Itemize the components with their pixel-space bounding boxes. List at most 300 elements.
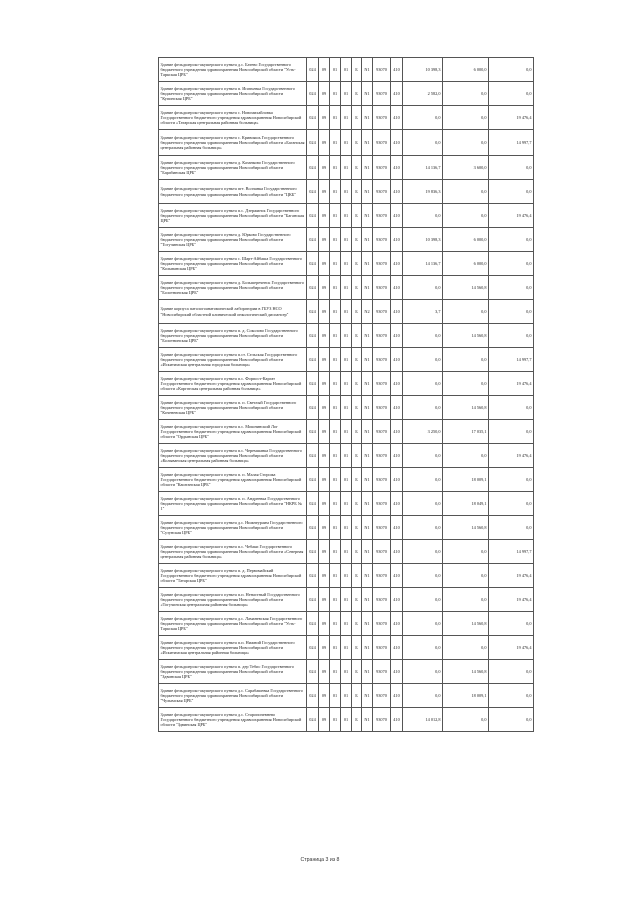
code-cell: 01 (330, 82, 341, 106)
table-row (159, 516, 534, 540)
code-cell: 024 (307, 636, 319, 660)
code-cell: 410 (391, 684, 403, 708)
code-cell: 93070 (373, 372, 391, 396)
code-cell: 93070 (373, 564, 391, 588)
amount-cell: 19 476,4 (489, 588, 534, 612)
code-cell: 01 (330, 396, 341, 420)
code-cell: 024 (307, 252, 319, 276)
code-cell: Б (352, 348, 362, 372)
object-name-cell: Здание фельдшерско-акушерского пункта д. Юрково Государственного бюджетного учреждения здравоохранения Новосибирской области "Тогучинская ЦРБ" (159, 228, 307, 252)
object-name-cell: Здание фельдшерско-акушерского пункта с. Новомихайловка Государственного бюджетного учреждения здравоохранения Новосибирской области «Татарская центральная районная больница» (159, 106, 307, 130)
object-name-cell: Здание фельдшерско-акушерского пункта д. Казанково Государственного бюджетного учреждения здравоохранения Новосибирской области "Барабинская ЦРБ" (159, 156, 307, 180)
code-cell: 01 (341, 516, 352, 540)
table-row (159, 204, 534, 228)
code-cell: 93070 (373, 324, 391, 348)
code-cell: 024 (307, 156, 319, 180)
code-cell: 01 (330, 372, 341, 396)
amount-cell: 0,0 (403, 130, 443, 156)
code-cell: 09 (319, 468, 330, 492)
code-cell: 09 (319, 492, 330, 516)
table-row (159, 82, 534, 106)
code-cell: 01 (330, 684, 341, 708)
code-cell: N1 (362, 540, 373, 564)
code-cell: 01 (341, 300, 352, 324)
code-cell: 410 (391, 588, 403, 612)
code-cell: 93070 (373, 684, 391, 708)
code-cell: 01 (341, 228, 352, 252)
code-cell: 01 (330, 540, 341, 564)
code-cell: 024 (307, 468, 319, 492)
amount-cell: 0,0 (403, 660, 443, 684)
code-cell: 024 (307, 492, 319, 516)
code-cell: 09 (319, 82, 330, 106)
object-name-cell: Здание фельдшерско-акушерского пункта д.с. Старопичевнево Государственного бюджетного учреждения здравоохранения Новосибирской области "Здвинская ЦРБ" (159, 708, 307, 732)
code-cell: 09 (319, 444, 330, 468)
code-cell: 01 (341, 708, 352, 732)
amount-cell: 14 560,8 (443, 324, 489, 348)
code-cell: 024 (307, 228, 319, 252)
code-cell: 93070 (373, 300, 391, 324)
table-row (159, 276, 534, 300)
amount-cell: 14 560,8 (443, 516, 489, 540)
code-cell: 410 (391, 348, 403, 372)
code-cell: 01 (341, 156, 352, 180)
code-cell: 410 (391, 130, 403, 156)
amount-cell: 0,0 (489, 684, 534, 708)
object-name-cell: Здание фельдшерско-акушерского пункта д.с. Нижнеураим Государственного бюджетного учреждения здравоохранения Новосибирской области "Сузунская ЦРБ" (159, 516, 307, 540)
table-row (159, 588, 534, 612)
code-cell: 01 (341, 444, 352, 468)
code-cell: 09 (319, 204, 330, 228)
code-cell: 01 (330, 228, 341, 252)
code-cell: 024 (307, 420, 319, 444)
code-cell: 024 (307, 612, 319, 636)
amount-cell: 0,0 (403, 348, 443, 372)
code-cell: 01 (330, 444, 341, 468)
code-cell: 410 (391, 420, 403, 444)
object-name-cell: Здание фельдшерско-акушерского пункта п. дер Тебис Государственного бюджетного учреждения здравоохранения Новосибирской области "Здвинская ЦРБ" (159, 660, 307, 684)
amount-cell: 14 136,7 (403, 252, 443, 276)
code-cell: 09 (319, 106, 330, 130)
amount-cell: 19 836,3 (403, 180, 443, 204)
amount-cell: 14 997,7 (489, 540, 534, 564)
code-cell: N1 (362, 324, 373, 348)
object-name-cell: Здание фельдшерско-акушерского пункта п. п. Светлый Государственного бюджетного учреждения здравоохранения Новосибирской области "Коченевская ЦРБ" (159, 396, 307, 420)
code-cell: 01 (341, 58, 352, 82)
code-cell: 01 (341, 588, 352, 612)
amount-cell: 0,0 (489, 156, 534, 180)
amount-cell: 0,0 (443, 540, 489, 564)
object-name-cell: Здание фельдшерско-акушерского пункта п.с. Форпост-Каргат Государственного бюджетного учреждения здравоохранения Новосибирской области «Каргатская центральная районная больница» (159, 372, 307, 396)
code-cell: 93070 (373, 660, 391, 684)
code-cell: 410 (391, 612, 403, 636)
code-cell: 01 (330, 492, 341, 516)
code-cell: 09 (319, 612, 330, 636)
code-cell: 024 (307, 660, 319, 684)
table-row (159, 130, 534, 156)
code-cell: 024 (307, 684, 319, 708)
code-cell: Б (352, 588, 362, 612)
code-cell: 93070 (373, 540, 391, 564)
amount-cell: 19 476,4 (489, 636, 534, 660)
amount-cell: 14 997,7 (489, 348, 534, 372)
object-name-cell: Здание фельдшерско-акушерского пункта п.п. Ненастный Государственного бюджетного учреждения здравоохранения Новосибирской области «Тогучинская центральная районная больница» (159, 588, 307, 612)
code-cell: 410 (391, 396, 403, 420)
code-cell: N1 (362, 420, 373, 444)
table-row (159, 540, 534, 564)
code-cell: 93070 (373, 106, 391, 130)
code-cell: 09 (319, 276, 330, 300)
code-cell: 01 (330, 348, 341, 372)
code-cell: 93070 (373, 180, 391, 204)
code-cell: 01 (330, 276, 341, 300)
code-cell: 410 (391, 516, 403, 540)
code-cell: N1 (362, 708, 373, 732)
table-row (159, 660, 534, 684)
amount-cell: 14 560,8 (443, 396, 489, 420)
code-cell: N2 (362, 300, 373, 324)
amount-cell: 0,0 (489, 396, 534, 420)
code-cell: 09 (319, 516, 330, 540)
table-row (159, 636, 534, 660)
code-cell: 09 (319, 348, 330, 372)
table-row (159, 684, 534, 708)
amount-cell: 19 476,4 (489, 444, 534, 468)
code-cell: 09 (319, 130, 330, 156)
object-name-cell: Здание фельдшерско-акушерского пункта с. Шарт-Айбаша Государственного бюджетного учреждения здравоохранения Новосибирской области "Колыванская ЦРБ" (159, 252, 307, 276)
code-cell: N1 (362, 106, 373, 130)
object-name-cell: Здание фельдшерско-акушерского пункта д.с. Сарабашевка Государственного бюджетного учреждения здравоохранения Новосибирской области "Чулымская ЦРБ" (159, 684, 307, 708)
code-cell: 01 (330, 468, 341, 492)
amount-cell: 0,0 (403, 612, 443, 636)
object-name-cell: Здание корпуса патологоанатомической лаборатории в ГБУЗ НСО "Новосибирский областной клинический онкологический диспансер" (159, 300, 307, 324)
amount-cell: 0,0 (489, 252, 534, 276)
code-cell: 01 (341, 636, 352, 660)
code-cell: 410 (391, 156, 403, 180)
code-cell: 410 (391, 540, 403, 564)
amount-cell: 10 398,3 (403, 228, 443, 252)
code-cell: 93070 (373, 516, 391, 540)
code-cell: 024 (307, 348, 319, 372)
code-cell: 09 (319, 588, 330, 612)
code-cell: Б (352, 492, 362, 516)
code-cell: 410 (391, 636, 403, 660)
amount-cell: 0,0 (489, 228, 534, 252)
code-cell: 93070 (373, 58, 391, 82)
code-cell: 09 (319, 396, 330, 420)
code-cell: 09 (319, 564, 330, 588)
code-cell: Б (352, 372, 362, 396)
code-cell: 01 (330, 252, 341, 276)
code-cell: N1 (362, 660, 373, 684)
amount-cell: 0,0 (443, 204, 489, 228)
table-row (159, 708, 534, 732)
amount-cell: 19 476,4 (489, 564, 534, 588)
code-cell: 024 (307, 396, 319, 420)
object-name-cell: Здание фельдшерско-акушерского пункта п. д. Соколово Государственного бюджетного учреждения здравоохранения Новосибирской области "Болотнинская ЦРБ" (159, 324, 307, 348)
amount-cell: 0,0 (443, 444, 489, 468)
code-cell: N1 (362, 588, 373, 612)
code-cell: 01 (330, 564, 341, 588)
code-cell: 024 (307, 540, 319, 564)
amount-cell: 0,0 (489, 82, 534, 106)
code-cell: 024 (307, 300, 319, 324)
amount-cell: 0,0 (489, 300, 534, 324)
code-cell: 01 (341, 540, 352, 564)
code-cell: 410 (391, 444, 403, 468)
code-cell: 93070 (373, 468, 391, 492)
code-cell: 93070 (373, 228, 391, 252)
code-cell: 93070 (373, 396, 391, 420)
amount-cell: 0,0 (489, 276, 534, 300)
amount-cell: 18 009,1 (443, 684, 489, 708)
code-cell: 93070 (373, 492, 391, 516)
amount-cell: 17 035,1 (443, 420, 489, 444)
code-cell: 410 (391, 468, 403, 492)
code-cell: 01 (341, 82, 352, 106)
amount-cell: 0,0 (403, 516, 443, 540)
code-cell: 410 (391, 372, 403, 396)
code-cell: Б (352, 324, 362, 348)
code-cell: 024 (307, 588, 319, 612)
amount-cell: 3 250,0 (403, 420, 443, 444)
code-cell: 93070 (373, 420, 391, 444)
code-cell: N1 (362, 58, 373, 82)
amount-cell: 14 012,8 (403, 708, 443, 732)
code-cell: 09 (319, 540, 330, 564)
amount-cell: 0,0 (443, 564, 489, 588)
amount-cell: 0,0 (403, 204, 443, 228)
code-cell: 93070 (373, 708, 391, 732)
code-cell: 024 (307, 516, 319, 540)
amount-cell: 0,0 (489, 660, 534, 684)
code-cell: 93070 (373, 276, 391, 300)
amount-cell: 0,0 (489, 612, 534, 636)
amount-cell: 0,0 (443, 348, 489, 372)
code-cell: Б (352, 516, 362, 540)
object-name-cell: Здание фельдшерско-акушерского пункта д. Большереченск Государственного бюджетного учреждения здравоохранения Новосибирской области "Болотнинская ЦРБ" (159, 276, 307, 300)
amount-cell: 18 049,1 (443, 492, 489, 516)
code-cell: 024 (307, 444, 319, 468)
code-cell: 01 (330, 204, 341, 228)
amount-cell: 0,0 (403, 636, 443, 660)
object-name-cell: Здание фельдшерско-акушерского пункта п. Ипатьевка Государственного бюджетного учреждения здравоохранения Новосибирской области "Купинская ЦРБ" (159, 82, 307, 106)
code-cell: N1 (362, 348, 373, 372)
code-cell: 024 (307, 372, 319, 396)
object-name-cell: Здание фельдшерско-акушерского пункта п. п. Андреевка Государственного бюджетного учреждения здравоохранения Новосибирской области "НКРБ № 1" (159, 492, 307, 516)
code-cell: 024 (307, 708, 319, 732)
code-cell: 01 (341, 372, 352, 396)
code-cell: 410 (391, 660, 403, 684)
code-cell: Б (352, 204, 362, 228)
code-cell: 024 (307, 204, 319, 228)
amount-cell: 0,0 (403, 468, 443, 492)
code-cell: 024 (307, 564, 319, 588)
code-cell: 09 (319, 156, 330, 180)
code-cell: 01 (341, 252, 352, 276)
object-name-cell: Здание фельдшерско-акушерского пункта д.с. Батево Государственного бюджетного учреждения здравоохранения Новосибирской области "Усть-Таркская ЦРБ" (159, 58, 307, 82)
code-cell: 410 (391, 180, 403, 204)
amount-cell: 0,0 (403, 372, 443, 396)
code-cell: 01 (341, 420, 352, 444)
table-body (159, 58, 534, 732)
code-cell: N1 (362, 684, 373, 708)
code-cell: 93070 (373, 444, 391, 468)
code-cell: 410 (391, 324, 403, 348)
table-row (159, 300, 534, 324)
budget-table (158, 57, 534, 732)
object-name-cell: Здание фельдшерско-акушерского пункта п.с. Дзержинск Государственного бюджетного учреждения здравоохранения Новосибирской области "Баганская ЦРБ" (159, 204, 307, 228)
code-cell: 024 (307, 58, 319, 82)
code-cell: 01 (341, 396, 352, 420)
code-cell: 01 (341, 564, 352, 588)
code-cell: 01 (330, 156, 341, 180)
amount-cell: 2 582,0 (403, 82, 443, 106)
code-cell: Б (352, 58, 362, 82)
table-row (159, 252, 534, 276)
code-cell: 01 (330, 130, 341, 156)
code-cell: 01 (330, 324, 341, 348)
code-cell: 01 (341, 660, 352, 684)
amount-cell: 0,0 (443, 106, 489, 130)
code-cell: N1 (362, 516, 373, 540)
code-cell: 09 (319, 180, 330, 204)
code-cell: Б (352, 130, 362, 156)
amount-cell: 10 398,3 (403, 58, 443, 82)
code-cell: 024 (307, 276, 319, 300)
object-name-cell: Здание фельдшерско-акушерского пункта п.с. Мошнинский Лог Государственного бюджетного учреждения здравоохранения Новосибирской области "Ордынская ЦРБ" (159, 420, 307, 444)
amount-cell: 0,0 (489, 58, 534, 82)
amount-cell: 14 560,8 (443, 612, 489, 636)
code-cell: 410 (391, 228, 403, 252)
code-cell: 01 (341, 204, 352, 228)
code-cell: 01 (341, 612, 352, 636)
code-cell: N1 (362, 228, 373, 252)
amount-cell: 0,0 (403, 396, 443, 420)
code-cell: 09 (319, 660, 330, 684)
code-cell: 410 (391, 276, 403, 300)
page-footer: Страница 3 из 8 (300, 857, 340, 863)
code-cell: 01 (341, 492, 352, 516)
amount-cell: 14 136,7 (403, 156, 443, 180)
amount-cell: 0,0 (443, 708, 489, 732)
code-cell: 01 (330, 180, 341, 204)
amount-cell: 6 000,0 (443, 58, 489, 82)
object-name-cell: Здание фельдшерско-акушерского пункта п. п. Малая Сторожа Государственного бюджетного учреждения здравоохранения Новосибирской области "Каштанская ЦРБ" (159, 468, 307, 492)
code-cell: N1 (362, 204, 373, 228)
amount-cell: 0,0 (403, 588, 443, 612)
code-cell: 01 (341, 324, 352, 348)
code-cell: Б (352, 156, 362, 180)
table-row (159, 348, 534, 372)
code-cell: 93070 (373, 130, 391, 156)
code-cell: Б (352, 180, 362, 204)
code-cell: Б (352, 684, 362, 708)
amount-cell: 0,0 (443, 82, 489, 106)
amount-cell: 3,7 (403, 300, 443, 324)
object-name-cell: Здание фельдшерско-акушерского пункта п.с. Черемшанка Государственного бюджетного учреждения здравоохранения Новосибирской области «Колыванская центральная районная больница» (159, 444, 307, 468)
amount-cell: 14 997,7 (489, 130, 534, 156)
table-row (159, 324, 534, 348)
code-cell: 410 (391, 708, 403, 732)
code-cell: 01 (330, 612, 341, 636)
code-cell: 09 (319, 228, 330, 252)
code-cell: Б (352, 564, 362, 588)
object-name-cell: Здание фельдшерско-акушерского пункта п.п. Нижний Государственного бюджетного учреждения здравоохранения Новосибирской области «Искитимская центральная районная больница» (159, 636, 307, 660)
amount-cell: 0,0 (403, 564, 443, 588)
code-cell: 01 (330, 106, 341, 130)
amount-cell: 0,0 (443, 130, 489, 156)
code-cell: N1 (362, 636, 373, 660)
table-row (159, 228, 534, 252)
code-cell: 01 (341, 468, 352, 492)
amount-cell: 14 560,8 (443, 276, 489, 300)
object-name-cell: Здание фельдшерско-акушерского пункта с. Кривояшь Государственного бюджетного учреждения здравоохранения Новосибирской области «Баганская центральная районная больница» (159, 130, 307, 156)
table-row (159, 372, 534, 396)
code-cell: N1 (362, 492, 373, 516)
code-cell: Б (352, 612, 362, 636)
amount-cell: 0,0 (403, 444, 443, 468)
code-cell: 93070 (373, 612, 391, 636)
code-cell: 93070 (373, 82, 391, 106)
object-name-cell: Здание фельдшерско-акушерского пункта пгт. Волчанка Государственного бюджетного учреждения здравоохранения Новосибирской области "ЦКБ" (159, 180, 307, 204)
table-row (159, 58, 534, 82)
table-row (159, 396, 534, 420)
code-cell: 09 (319, 636, 330, 660)
amount-cell: 0,0 (403, 492, 443, 516)
code-cell: 024 (307, 130, 319, 156)
amount-cell: 0,0 (489, 324, 534, 348)
table-row (159, 612, 534, 636)
code-cell: Б (352, 300, 362, 324)
code-cell: Б (352, 468, 362, 492)
amount-cell: 14 560,8 (443, 660, 489, 684)
amount-cell: 0,0 (489, 180, 534, 204)
code-cell: 410 (391, 82, 403, 106)
code-cell: 09 (319, 58, 330, 82)
code-cell: 09 (319, 372, 330, 396)
code-cell: 09 (319, 324, 330, 348)
code-cell: 410 (391, 252, 403, 276)
code-cell: 01 (330, 588, 341, 612)
table-row (159, 468, 534, 492)
code-cell: 93070 (373, 588, 391, 612)
code-cell: 93070 (373, 348, 391, 372)
code-cell: 93070 (373, 636, 391, 660)
amount-cell: 0,0 (489, 708, 534, 732)
code-cell: N1 (362, 564, 373, 588)
table-row (159, 106, 534, 130)
code-cell: N1 (362, 468, 373, 492)
code-cell: N1 (362, 180, 373, 204)
code-cell: 01 (330, 660, 341, 684)
code-cell: 93070 (373, 204, 391, 228)
code-cell: N1 (362, 444, 373, 468)
object-name-cell: Здание фельдшерско-акушерского пункта п.с. Чебаки Государственного бюджетного учреждения здравоохранения Новосибирской области «Северная центральная районная больница» (159, 540, 307, 564)
amount-cell: 0,0 (443, 636, 489, 660)
code-cell: 93070 (373, 252, 391, 276)
code-cell: 01 (341, 276, 352, 300)
code-cell: 09 (319, 300, 330, 324)
code-cell: 410 (391, 492, 403, 516)
amount-cell: 19 476,4 (489, 106, 534, 130)
amount-cell: 0,0 (443, 588, 489, 612)
code-cell: 024 (307, 324, 319, 348)
table-row (159, 156, 534, 180)
amount-cell: 6 000,0 (443, 252, 489, 276)
code-cell: 01 (330, 708, 341, 732)
amount-cell: 3 600,0 (443, 156, 489, 180)
